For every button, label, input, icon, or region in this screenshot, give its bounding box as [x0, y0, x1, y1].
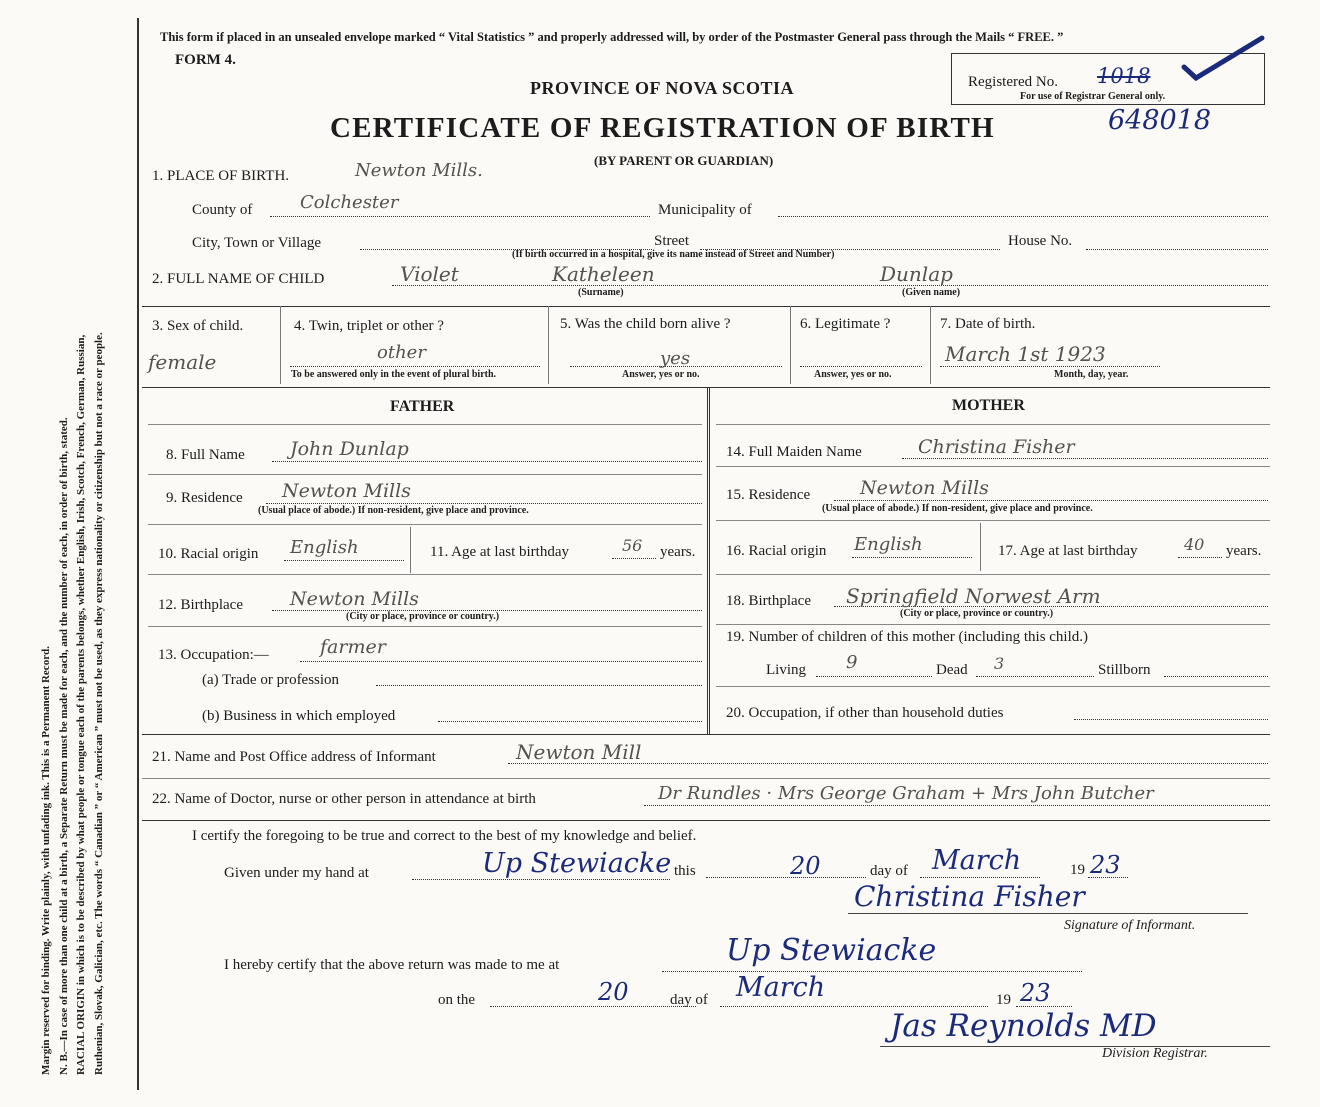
certificate-subtitle: (BY PARENT OR GUARDIAN) — [594, 153, 774, 168]
given-place: Up Stewiacke — [482, 848, 672, 879]
day-of-label: day of — [870, 863, 908, 879]
father-age-value: 56 — [622, 536, 643, 555]
father-years: years. — [660, 544, 696, 560]
dead-label: Dead — [936, 662, 968, 678]
margin-line-3: RACIAL ORIGIN in which is to be described by what people or tongue each of the parents belongs, whether English, Irish, Scotch, French, German, Russian, — [75, 334, 87, 1075]
return-label: I hereby certify that the above return was made to me at — [224, 957, 560, 973]
living-value: 9 — [846, 652, 858, 673]
signature-label: Signature of Informant. — [1064, 918, 1196, 933]
father-name-value: John Dunlap — [290, 438, 409, 460]
registrar-label: Division Registrar. — [1102, 1046, 1208, 1061]
form-number: FORM 4. — [175, 52, 236, 68]
place-of-birth-value: Newton Mills. — [355, 160, 483, 181]
sex-value: female — [148, 350, 217, 374]
dob-value: March 1st 1923 — [945, 342, 1106, 366]
mother-heading: MOTHER — [952, 397, 1025, 414]
informant-label: 21. Name and Post Office address of Informant — [152, 749, 436, 765]
return-month: March — [736, 972, 826, 1003]
return-day-of-label: day of — [670, 992, 708, 1008]
twin-label: 4. Twin, triplet or other ? — [294, 318, 444, 334]
mother-race-label: 16. Racial origin — [726, 543, 827, 559]
given-year: 23 — [1090, 851, 1121, 879]
mother-name-label: 14. Full Maiden Name — [726, 444, 862, 460]
father-birthplace-note: (City or place, province or country.) — [346, 611, 500, 622]
mother-age-value: 40 — [1184, 535, 1205, 554]
mother-residence-note: (Usual place of abode.) If non-resident, give place and province. — [822, 503, 1093, 514]
child-middle-name: Katheleen — [552, 262, 655, 286]
county-value: Colchester — [300, 192, 399, 213]
mother-occupation-label: 20. Occupation, if other than household duties — [726, 705, 1004, 721]
place-of-birth-label: 1. PLACE OF BIRTH. — [152, 168, 290, 184]
municipality-label: Municipality of — [658, 202, 752, 218]
child-last-name: Dunlap — [880, 262, 953, 286]
child-first-name: Violet — [400, 262, 459, 286]
return-place: Up Stewiacke — [726, 933, 937, 968]
legitimate-note: Answer, yes or no. — [814, 369, 892, 380]
dead-value: 3 — [994, 654, 1005, 673]
alive-note: Answer, yes or no. — [622, 369, 700, 380]
given-day: 20 — [790, 852, 821, 880]
alive-value: yes — [660, 348, 691, 369]
father-heading: FATHER — [390, 398, 455, 415]
father-birthplace-label: 12. Birthplace — [158, 597, 243, 613]
father-residence-label: 9. Residence — [166, 490, 243, 506]
dob-note: Month, day, year. — [1054, 369, 1129, 380]
trade-label: (a) Trade or profession — [202, 672, 340, 688]
business-label: (b) Business in which employed — [202, 708, 396, 724]
given-year-prefix: 19 — [1070, 862, 1085, 878]
twin-value: other — [377, 342, 426, 363]
return-year: 23 — [1020, 979, 1051, 1007]
father-residence-note: (Usual place of abode.) If non-resident, give place and province. — [258, 505, 529, 516]
mother-children-label: 19. Number of children of this mother (including this child.) — [726, 629, 1089, 645]
mother-race-value: English — [854, 534, 923, 555]
mother-age-label: 17. Age at last birthday — [998, 543, 1138, 559]
legitimate-label: 6. Legitimate ? — [800, 316, 891, 332]
hospital-note: (If birth occurred in a hospital, give its name instead of Street and Number) — [512, 249, 835, 260]
return-day: 20 — [598, 978, 629, 1006]
binding-margin-notes — [38, 15, 108, 1075]
margin-line-4: Ruthenian, Slovak, Galician, etc. The words “ Canadian ” or “ American ” must not be used, as they express nationality or citizenship but not a race or people. — [92, 332, 105, 1075]
father-race-label: 10. Racial origin — [158, 546, 259, 562]
given-label: Given under my hand at — [224, 865, 369, 881]
registered-box — [951, 53, 1265, 105]
certificate-title: CERTIFICATE OF REGISTRATION OF BIRTH — [330, 112, 995, 144]
province-heading: PROVINCE OF NOVA SCOTIA — [530, 78, 795, 98]
surname-note: (Surname) — [578, 287, 624, 298]
registrar-use-note: For use of Registrar General only. — [1020, 91, 1166, 102]
registered-label: Registered No. — [968, 74, 1058, 90]
mother-birthplace-value: Springfield Norwest Arm — [846, 584, 1101, 608]
stillborn-label: Stillborn — [1098, 662, 1151, 678]
twin-note: To be answered only in the event of plural birth. — [291, 369, 497, 380]
child-name-label: 2. FULL NAME OF CHILD — [152, 271, 325, 287]
informant-value: Newton Mill — [516, 740, 642, 764]
this-label: this — [674, 863, 696, 879]
postal-notice: This form if placed in an unsealed envelope marked “ Vital Statistics ” and properly addressed will, by order of the Postmaster General pass through the Mails “ FREE. ” — [160, 30, 1064, 44]
father-age-label: 11. Age at last birthday — [430, 544, 569, 560]
on-the-label: on the — [438, 992, 476, 1008]
certificate-number: 648018 — [1108, 105, 1212, 136]
sex-label: 3. Sex of child. — [152, 318, 244, 334]
doctor-value: Dr Rundles · Mrs George Graham + Mrs John Butcher — [658, 783, 1154, 804]
father-occupation-value: farmer — [320, 636, 386, 658]
county-label: County of — [192, 202, 253, 218]
doctor-label: 22. Name of Doctor, nurse or other person in attendance at birth — [152, 791, 536, 807]
registered-number: 1018 — [1097, 64, 1151, 88]
mother-years: years. — [1226, 543, 1262, 559]
given-month: March — [932, 845, 1022, 876]
informant-signature: Christina Fisher — [854, 880, 1085, 913]
mother-name-value: Christina Fisher — [918, 436, 1075, 458]
margin-border — [137, 18, 139, 1090]
father-birthplace-value: Newton Mills — [290, 588, 419, 610]
alive-label: 5. Was the child born alive ? — [560, 316, 731, 332]
street-label: Street — [654, 233, 689, 249]
mother-birthplace-label: 18. Birthplace — [726, 593, 811, 609]
margin-line-2: N. B.—In case of more than one child at a birth, a Separate Return must be made for each, and the number of each, in order of birth, stated. — [57, 417, 70, 1075]
father-name-label: 8. Full Name — [166, 447, 245, 463]
father-race-value: English — [290, 537, 359, 558]
father-occupation-label: 13. Occupation:— — [158, 647, 269, 663]
mother-residence-value: Newton Mills — [860, 477, 989, 499]
house-label: House No. — [1008, 233, 1073, 249]
father-residence-value: Newton Mills — [282, 480, 411, 502]
dob-label: 7. Date of birth. — [940, 316, 1036, 332]
mother-residence-label: 15. Residence — [726, 487, 811, 503]
given-name-note: (Given name) — [902, 287, 961, 298]
registrar-signature: Jas Reynolds MD — [890, 1008, 1157, 1044]
return-year-prefix: 19 — [996, 992, 1011, 1008]
living-label: Living — [766, 662, 806, 678]
margin-line-1: Margin reserved for binding. Write plainly, with unfading ink. This is a Permanent Record. — [40, 646, 52, 1075]
mother-birthplace-note: (City or place, province or country.) — [900, 608, 1054, 619]
city-label: City, Town or Village — [192, 235, 322, 251]
certify-text: I certify the foregoing to be true and correct to the best of my knowledge and belief. — [192, 828, 697, 844]
checkmark-icon — [1172, 32, 1272, 82]
